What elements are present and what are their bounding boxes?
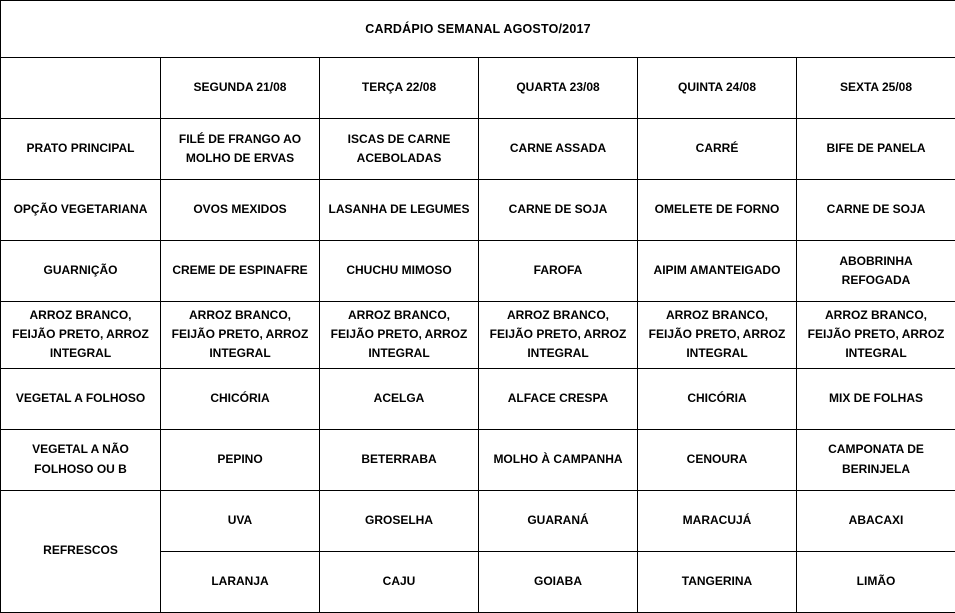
menu-cell: BETERRABA: [320, 429, 479, 490]
menu-cell: CENOURA: [638, 429, 797, 490]
corner-cell: [1, 58, 161, 119]
day-header-tuesday: TERÇA 22/08: [320, 58, 479, 119]
menu-cell: LASANHA DE LEGUMES: [320, 180, 479, 241]
menu-cell: GROSELHA: [320, 490, 479, 551]
menu-cell: FAROFA: [479, 241, 638, 302]
day-header-wednesday: QUARTA 23/08: [479, 58, 638, 119]
table-row-refrescos-1: [1, 490, 955, 551]
menu-cell: CAJU: [320, 551, 479, 612]
menu-cell: OMELETE DE FORNO: [638, 180, 797, 241]
table-row-guarnicao: [1, 241, 955, 302]
row-label: OPÇÃO VEGETARIANA: [1, 180, 161, 241]
day-header-monday: SEGUNDA 21/08: [161, 58, 320, 119]
menu-cell: ARROZ BRANCO, FEIJÃO PRETO, ARROZ INTEGRAL: [320, 302, 479, 369]
menu-cell: UVA: [161, 490, 320, 551]
menu-cell: FILÉ DE FRANGO AO MOLHO DE ERVAS: [161, 119, 320, 180]
table-row-prato-principal: [1, 119, 955, 180]
table-row-opcao-vegetariana: [1, 180, 955, 241]
row-label: REFRESCOS: [1, 490, 161, 612]
row-label: GUARNIÇÃO: [1, 241, 161, 302]
menu-cell: PEPINO: [161, 429, 320, 490]
menu-cell: GUARANÁ: [479, 490, 638, 551]
menu-cell: CARRÉ: [638, 119, 797, 180]
menu-cell: ABOBRINHA REFOGADA: [797, 241, 955, 302]
menu-cell: CREME DE ESPINAFRE: [161, 241, 320, 302]
menu-cell: ARROZ BRANCO, FEIJÃO PRETO, ARROZ INTEGRAL: [638, 302, 797, 369]
row-label: PRATO PRINCIPAL: [1, 119, 161, 180]
menu-cell: CARNE DE SOJA: [479, 180, 638, 241]
menu-cell: MIX DE FOLHAS: [797, 368, 955, 429]
menu-cell: CARNE ASSADA: [479, 119, 638, 180]
menu-cell: ALFACE CRESPA: [479, 368, 638, 429]
menu-cell: ARROZ BRANCO, FEIJÃO PRETO, ARROZ INTEGRAL: [797, 302, 955, 369]
table-row-vegetal-nao-folhoso: [1, 429, 955, 490]
menu-cell: LIMÃO: [797, 551, 955, 612]
table-row-vegetal-folhoso: [1, 368, 955, 429]
day-header-thursday: QUINTA 24/08: [638, 58, 797, 119]
menu-cell: ISCAS DE CARNE ACEBOLADAS: [320, 119, 479, 180]
menu-cell: ACELGA: [320, 368, 479, 429]
menu-cell: MARACUJÁ: [638, 490, 797, 551]
menu-cell: ARROZ BRANCO, FEIJÃO PRETO, ARROZ INTEGRAL: [161, 302, 320, 369]
menu-cell: GOIABA: [479, 551, 638, 612]
menu-cell: LARANJA: [161, 551, 320, 612]
menu-cell: CARNE DE SOJA: [797, 180, 955, 241]
menu-cell: CHICÓRIA: [161, 368, 320, 429]
menu-cell: TANGERINA: [638, 551, 797, 612]
header-row: [1, 58, 955, 119]
day-header-friday: SEXTA 25/08: [797, 58, 955, 119]
row-label: VEGETAL A FOLHOSO: [1, 368, 161, 429]
row-label: ARROZ BRANCO, FEIJÃO PRETO, ARROZ INTEGRAL: [1, 302, 161, 369]
menu-cell: AIPIM AMANTEIGADO: [638, 241, 797, 302]
menu-cell: ARROZ BRANCO, FEIJÃO PRETO, ARROZ INTEGRAL: [479, 302, 638, 369]
menu-cell: CHUCHU MIMOSO: [320, 241, 479, 302]
menu-cell: ABACAXI: [797, 490, 955, 551]
menu-cell: OVOS MEXIDOS: [161, 180, 320, 241]
menu-cell: MOLHO À CAMPANHA: [479, 429, 638, 490]
menu-cell: BIFE DE PANELA: [797, 119, 955, 180]
table-row-arroz-feijao: [1, 302, 955, 369]
menu-cell: CHICÓRIA: [638, 368, 797, 429]
title-row: [1, 1, 955, 58]
row-label: VEGETAL A NÃO FOLHOSO OU B: [1, 429, 161, 490]
menu-cell: CAMPONATA DE BERINJELA: [797, 429, 955, 490]
page-title: CARDÁPIO SEMANAL AGOSTO/2017: [1, 1, 955, 58]
